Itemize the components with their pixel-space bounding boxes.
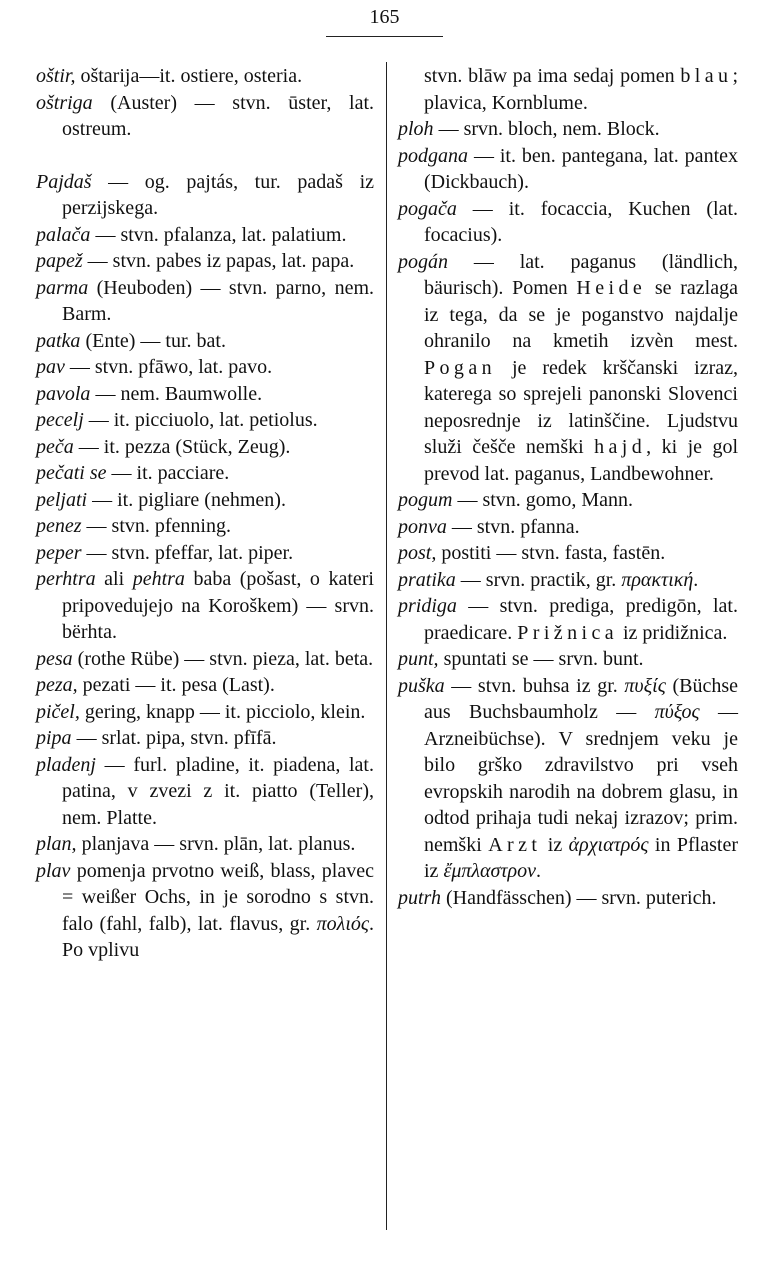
- greek-word: ἀρχιατρός: [568, 833, 649, 856]
- dictionary-entry: pogán — lat. paganus (ländlich, bäurisch). Pomen Heide se razlaga iz tega, da se je poganstvo najdalje ohranilo na kmetih izvèn mest. Pogan je redek krščanski izraz, katerega so sprejeli panonski Slovenci neposrednje iz latinščine. Ljudstvu služi češče nemški hajd, ki je gol prevod lat. paganus, Landbewohner.: [398, 250, 739, 485]
- dictionary-entry: patka (Ente) — tur. bat.: [36, 329, 226, 352]
- dictionary-entry: pladenj — furl. pladine, it. piadena, lat. patina, v zvezi z it. piatto (Teller), nem. Platte.: [36, 753, 374, 829]
- dictionary-entry: post, postiti — stvn. fasta, fastēn.: [398, 542, 666, 564]
- dictionary-entry: pratika — srvn. practik, gr. πρακτική.: [398, 568, 699, 591]
- dictionary-entry: peza, pezati — it. pesa (Last).: [36, 674, 275, 696]
- dictionary-entry: peča — it. pezza (Stück, Zeug).: [36, 435, 291, 458]
- dictionary-entry: pečati se — it. pacciare.: [36, 462, 230, 484]
- dictionary-entry: peper — stvn. pfeffar, lat. piper.: [36, 541, 294, 564]
- dictionary-entry: ploh — srvn. bloch, nem. Block.: [398, 118, 660, 140]
- right-column: [398, 63, 738, 911]
- dictionary-entry: papež — stvn. pabes iz papas, lat. papa.: [36, 250, 355, 272]
- dictionary-entry-continuation: stvn. blāw pa ima sedaj pomen blau; plavica, Kornblume.: [424, 65, 738, 114]
- greek-word: πύξος: [654, 701, 700, 723]
- greek-word: ἔμπλαστρον: [443, 860, 537, 882]
- dictionary-entry: parma (Heuboden) — stvn. parno, nem. Barm.: [36, 276, 374, 325]
- dictionary-entry: pipa — srlat. pipa, stvn. pfīfā.: [36, 727, 277, 749]
- dictionary-entry: pičel, gering, knapp — it. picciolo, klein.: [36, 700, 366, 723]
- header-rule: [326, 36, 443, 37]
- dictionary-entry: puška — stvn. buhsa iz gr. πυξίς (Büchse aus Buchsbaumholz — πύξος — Arzneibüchse). V srednjem veku je bilo grško zdravilstvo pri vseh evropskih narodih na dobrem glasu, in odtod prihaja tudi nekaj izrazov; prim. nemški Arzt iz ἀρχιατρός in Pflaster iz ἔμπλαστρον.: [398, 674, 738, 882]
- dictionary-entry: palača — stvn. pfalanza, lat. palatium.: [36, 223, 347, 246]
- dictionary-entry: ponva — stvn. pfanna.: [398, 515, 580, 538]
- dictionary-entry: pecelj — it. picciuolo, lat. petiolus.: [36, 409, 318, 431]
- dictionary-entry: podgana — it. ben. pantegana, lat. pantex (Dickbauch).: [398, 144, 738, 193]
- dictionary-entry: pogum — stvn. gomo, Mann.: [398, 489, 634, 511]
- page-number: 165: [369, 6, 400, 28]
- greek-word: πολιός: [316, 912, 369, 935]
- dictionary-entry: plan, planjava — srvn. plān, lat. planus.: [36, 833, 356, 855]
- dictionary-entry: plav pomenja prvotno weiß, blass, plavec = weißer Ochs, in je sorodno s stvn. falo (fahl, falb), lat. flavus, gr. πολιός. Po vplivu: [36, 859, 374, 961]
- column-divider: [386, 62, 387, 1230]
- greek-word: πυξίς: [624, 674, 666, 697]
- dictionary-entry: pavola — nem. Baumwolle.: [36, 382, 263, 405]
- dictionary-entry: punt, spuntati se — srvn. bunt.: [398, 648, 644, 670]
- dictionary-entry: pesa (rothe Rübe) — stvn. pieza, lat. beta.: [36, 647, 374, 670]
- dictionary-entry: oštir, oštarija—it. ostiere, osteria.: [36, 65, 303, 87]
- dictionary-entry: putrh (Handfässchen) — srvn. puterich.: [398, 886, 717, 909]
- dictionary-entry: penez — stvn. pfenning.: [36, 515, 231, 537]
- dictionary-entry: perhtra ali pehtra baba (pošast, o kateri pripovedujejo na Koroškem) — srvn. bërhta.: [36, 568, 374, 643]
- dictionary-entry: oštriga (Auster) — stvn. ūster, lat. ostreum.: [36, 91, 374, 140]
- left-column: [36, 63, 374, 964]
- dictionary-entry: pogača — it. focaccia, Kuchen (lat. focacius).: [398, 197, 738, 246]
- dictionary-entry: Pajdaš — og. pajtás, tur. padaš iz perzijskega.: [36, 170, 374, 219]
- dictionary-entry: pav — stvn. pfāwo, lat. pavo.: [36, 356, 273, 378]
- dictionary-entry: pridiga — stvn. prediga, predigōn, lat. praedicare. Prižnica iz pridižnica.: [398, 595, 738, 644]
- dictionary-entry: peljati — it. pigliare (nehmen).: [36, 488, 286, 511]
- greek-word: πρακτική: [621, 568, 694, 591]
